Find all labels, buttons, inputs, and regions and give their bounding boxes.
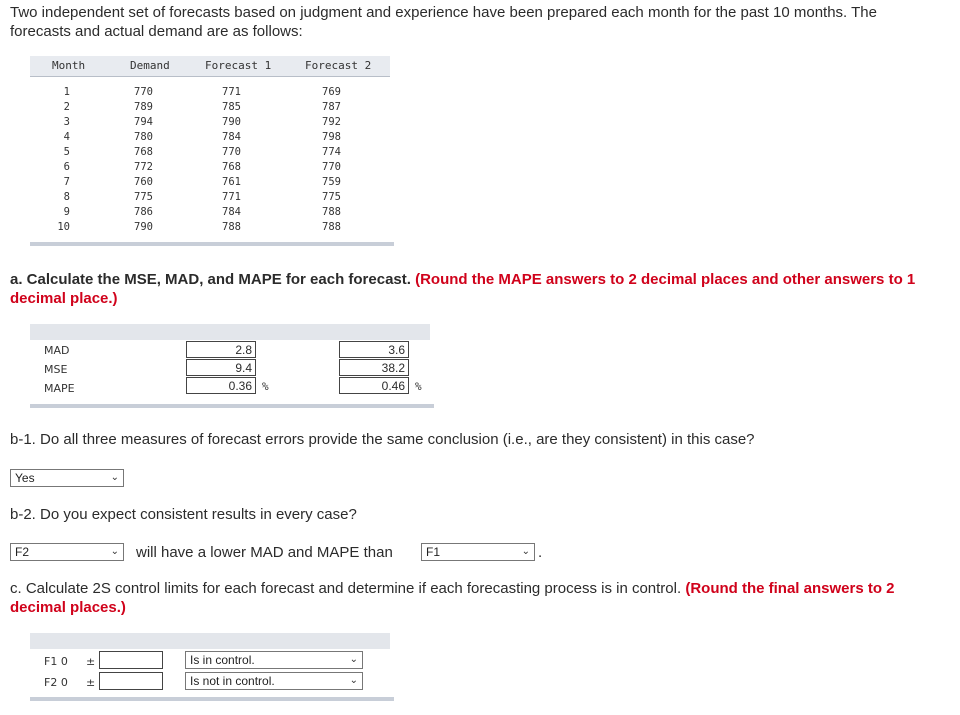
month-cell: 3	[63, 116, 70, 128]
f1-status-select[interactable]	[185, 651, 363, 669]
mad-f2-input[interactable]: 3.6	[339, 341, 409, 358]
mse-f2-input[interactable]: 38.2	[339, 359, 409, 376]
forecast-2-cell: 787	[322, 101, 341, 113]
month-cell: 7	[63, 176, 70, 188]
month-cell: 4	[63, 131, 70, 143]
mape-f2-percent: %	[415, 380, 422, 393]
b1-selected-value: Yes	[15, 471, 35, 485]
forecast-2-cell: 770	[322, 161, 341, 173]
data-table-bottom-bar	[30, 242, 394, 246]
b2-first-select[interactable]	[10, 543, 124, 561]
part-c-label: c. Calculate 2S control limits for each forecast and determine if each forecasting process is in control.	[10, 580, 682, 597]
chevron-down-icon: ⌄	[521, 546, 530, 557]
part-a-instruction-1: (Round the MAPE answers to 2 decimal places and other answers to 1	[415, 271, 916, 288]
forecast-2-cell: 788	[322, 206, 341, 218]
demand-cell: 772	[134, 161, 153, 173]
forecast-2-cell: 769	[322, 86, 341, 98]
month-cell: 6	[63, 161, 70, 173]
forecast-1-cell: 784	[222, 131, 241, 143]
b2-middle-text: will have a lower MAD and MAPE than	[136, 544, 393, 561]
forecast-2-cell: 788	[322, 221, 341, 233]
forecast-1-cell: 761	[222, 176, 241, 188]
forecast-1-cell: 770	[222, 146, 241, 158]
f2-limit-input[interactable]	[99, 672, 163, 690]
chevron-down-icon: ⌄	[349, 675, 358, 686]
part-c-question	[10, 579, 950, 617]
forecast-1-cell: 788	[222, 221, 241, 233]
intro-text	[10, 3, 950, 41]
forecast-1-cell: 785	[222, 101, 241, 113]
month-cell: 10	[57, 221, 70, 233]
forecast-1-cell: 790	[222, 116, 241, 128]
demand-cell: 780	[134, 131, 153, 143]
part-a-question	[10, 270, 950, 308]
data-table-body	[30, 86, 390, 241]
row-label-mse: MSE	[44, 363, 68, 376]
forecast-1-cell: 784	[222, 206, 241, 218]
month-cell: 1	[63, 86, 70, 98]
f1-plus-minus: ±	[86, 655, 96, 668]
intro-line-2: forecasts and actual demand are as follows:	[10, 23, 303, 40]
month-cell: 2	[63, 101, 70, 113]
control-table-bottom-bar	[30, 697, 394, 701]
answer-table-header	[30, 324, 430, 340]
part-a-label: a. Calculate the MSE, MAD, and MAPE for each forecast.	[10, 271, 411, 288]
mape-f2-input[interactable]: 0.46	[339, 377, 409, 394]
mape-f1-input[interactable]: 0.36	[186, 377, 256, 394]
forecast-2-cell: 759	[322, 176, 341, 188]
demand-cell: 775	[134, 191, 153, 203]
answer-table-bottom-bar	[30, 404, 434, 408]
demand-cell: 786	[134, 206, 153, 218]
demand-cell: 789	[134, 101, 153, 113]
forecast-2-cell: 774	[322, 146, 341, 158]
part-c-instruction-2: decimal places.)	[10, 599, 126, 616]
chevron-down-icon: ⌄	[110, 472, 119, 483]
demand-cell: 790	[134, 221, 153, 233]
month-cell: 5	[63, 146, 70, 158]
b2-period: .	[538, 544, 543, 561]
forecast-1-cell: 771	[222, 86, 241, 98]
row-label-mad: MAD	[44, 344, 70, 357]
mad-f1-input[interactable]: 2.8	[186, 341, 256, 358]
f2-status-select[interactable]	[185, 672, 363, 690]
chevron-down-icon: ⌄	[110, 546, 119, 557]
header-demand: Demand	[130, 59, 170, 72]
part-a-instruction-2: decimal place.)	[10, 290, 118, 307]
header-forecast-1: Forecast 1	[205, 59, 272, 72]
forecast-1-cell: 771	[222, 191, 241, 203]
demand-cell: 768	[134, 146, 153, 158]
part-b1-question: b-1. Do all three measures of forecast errors provide the same conclusion (i.e., are they consistent) in this case?	[10, 431, 755, 448]
demand-cell: 794	[134, 116, 153, 128]
row-label-mape: MAPE	[44, 382, 75, 395]
data-table-header	[30, 56, 390, 77]
intro-line-1: Two independent set of forecasts based on judgment and experience have been prepared each month for the past 10 months. The	[10, 4, 877, 21]
f2-status-value: Is not in control.	[190, 674, 275, 688]
header-forecast-2: Forecast 2	[305, 59, 372, 72]
f2-row-label: F2 0	[44, 676, 68, 689]
forecast-2-cell: 798	[322, 131, 341, 143]
part-c-instruction-1: (Round the final answers to 2	[685, 580, 895, 597]
month-cell: 8	[63, 191, 70, 203]
mape-f1-percent: %	[262, 380, 269, 393]
b1-answer-select[interactable]	[10, 469, 124, 487]
control-table-header	[30, 633, 390, 649]
demand-cell: 770	[134, 86, 153, 98]
b2-second-select[interactable]	[421, 543, 535, 561]
f2-plus-minus: ±	[86, 676, 96, 689]
b2-second-selected-value: F1	[426, 545, 441, 559]
chevron-down-icon: ⌄	[349, 654, 358, 665]
forecast-2-cell: 775	[322, 191, 341, 203]
mse-f1-input[interactable]: 9.4	[186, 359, 256, 376]
f1-row-label: F1 0	[44, 655, 68, 668]
f1-limit-input[interactable]	[99, 651, 163, 669]
header-month: Month	[52, 59, 86, 72]
forecast-2-cell: 792	[322, 116, 341, 128]
part-b2-question: b-2. Do you expect consistent results in every case?	[10, 506, 357, 523]
b2-first-selected-value: F2	[15, 545, 30, 559]
forecast-1-cell: 768	[222, 161, 241, 173]
f1-status-value: Is in control.	[190, 653, 255, 667]
demand-cell: 760	[134, 176, 153, 188]
month-cell: 9	[63, 206, 70, 218]
